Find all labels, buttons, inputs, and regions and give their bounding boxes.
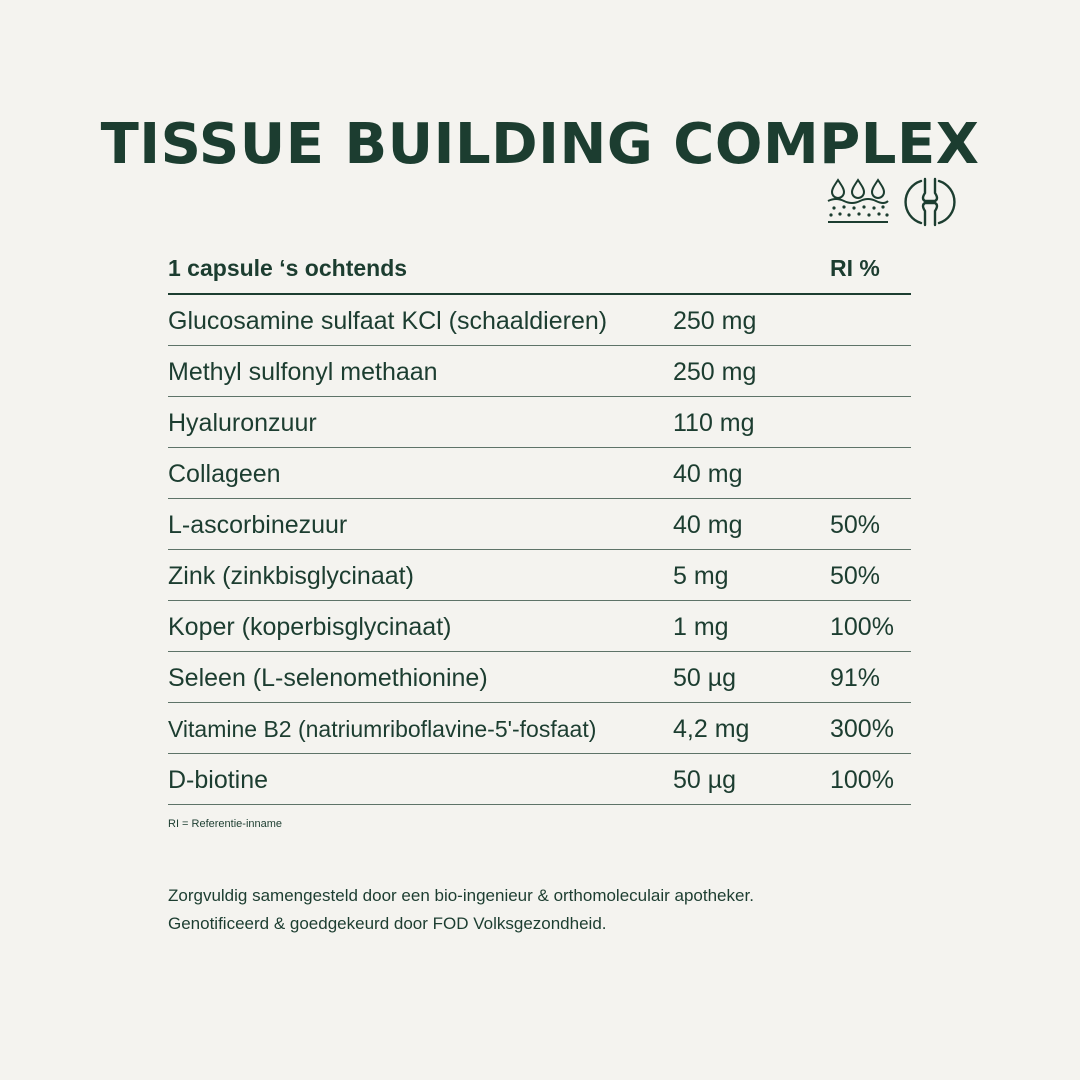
table-row — [168, 601, 911, 652]
ingredient-amount: 1 mg — [673, 613, 729, 641]
table-row — [168, 295, 911, 346]
ri-header: RI % — [830, 255, 880, 281]
footer-line-2: Genotificeerd & goedgekeurd door FOD Volksgezondheid. — [168, 914, 607, 933]
ingredient-name: D-biotine — [168, 766, 269, 794]
table-row — [168, 550, 911, 601]
ingredient-amount: 50 µg — [673, 664, 737, 692]
joint-icon — [904, 176, 956, 228]
ingredient-ri: 50% — [830, 562, 881, 590]
ingredient-amount: 40 mg — [673, 511, 743, 539]
ingredient-ri: 300% — [830, 715, 894, 743]
nutrition-table — [168, 242, 911, 805]
skin-layers-icon — [826, 176, 890, 228]
ingredient-name: Methyl sulfonyl methaan — [168, 358, 438, 386]
ingredient-amount: 4,2 mg — [673, 715, 750, 743]
ingredient-name: Glucosamine sulfaat KCl (schaaldieren) — [168, 307, 608, 335]
ingredient-amount: 5 mg — [673, 562, 729, 590]
table-header — [168, 242, 911, 295]
table-row — [168, 754, 911, 805]
footer-line-1: Zorgvuldig samengesteld door een bio-ingenieur & orthomoleculair apotheker. — [168, 886, 754, 905]
ingredient-ri: 50% — [830, 511, 881, 539]
dosage-header: 1 capsule ‘s ochtends — [168, 255, 408, 281]
ingredient-name: Koper (koperbisglycinaat) — [168, 613, 452, 641]
table-row — [168, 499, 911, 550]
icon-group — [826, 176, 956, 230]
ingredient-ri: 100% — [830, 613, 894, 641]
table-row — [168, 703, 911, 754]
ingredient-amount: 40 mg — [673, 460, 743, 488]
ingredient-name: L-ascorbinezuur — [168, 511, 348, 539]
table-row — [168, 448, 911, 499]
footer-text — [168, 882, 754, 938]
page-title: TISSUE BUILDING COMPLEX — [100, 112, 980, 177]
table-row — [168, 346, 911, 397]
ri-footnote: RI = Referentie-inname — [168, 818, 283, 830]
ingredient-name: Vitamine B2 (natriumriboflavine-5'-fosfaat) — [168, 716, 597, 742]
ingredient-ri: 100% — [830, 766, 894, 794]
table-row — [168, 652, 911, 703]
table-row — [168, 397, 911, 448]
ingredient-amount: 250 mg — [673, 358, 757, 386]
ingredient-amount: 250 mg — [673, 307, 757, 335]
ingredient-ri: 91% — [830, 664, 881, 692]
ingredient-name: Hyaluronzuur — [168, 409, 317, 437]
ingredient-name: Zink (zinkbisglycinaat) — [168, 562, 414, 590]
ingredient-amount: 110 mg — [673, 409, 755, 437]
ingredient-amount: 50 µg — [673, 766, 737, 794]
ingredient-name: Seleen (L-selenomethionine) — [168, 664, 488, 692]
ingredient-name: Collageen — [168, 460, 281, 488]
